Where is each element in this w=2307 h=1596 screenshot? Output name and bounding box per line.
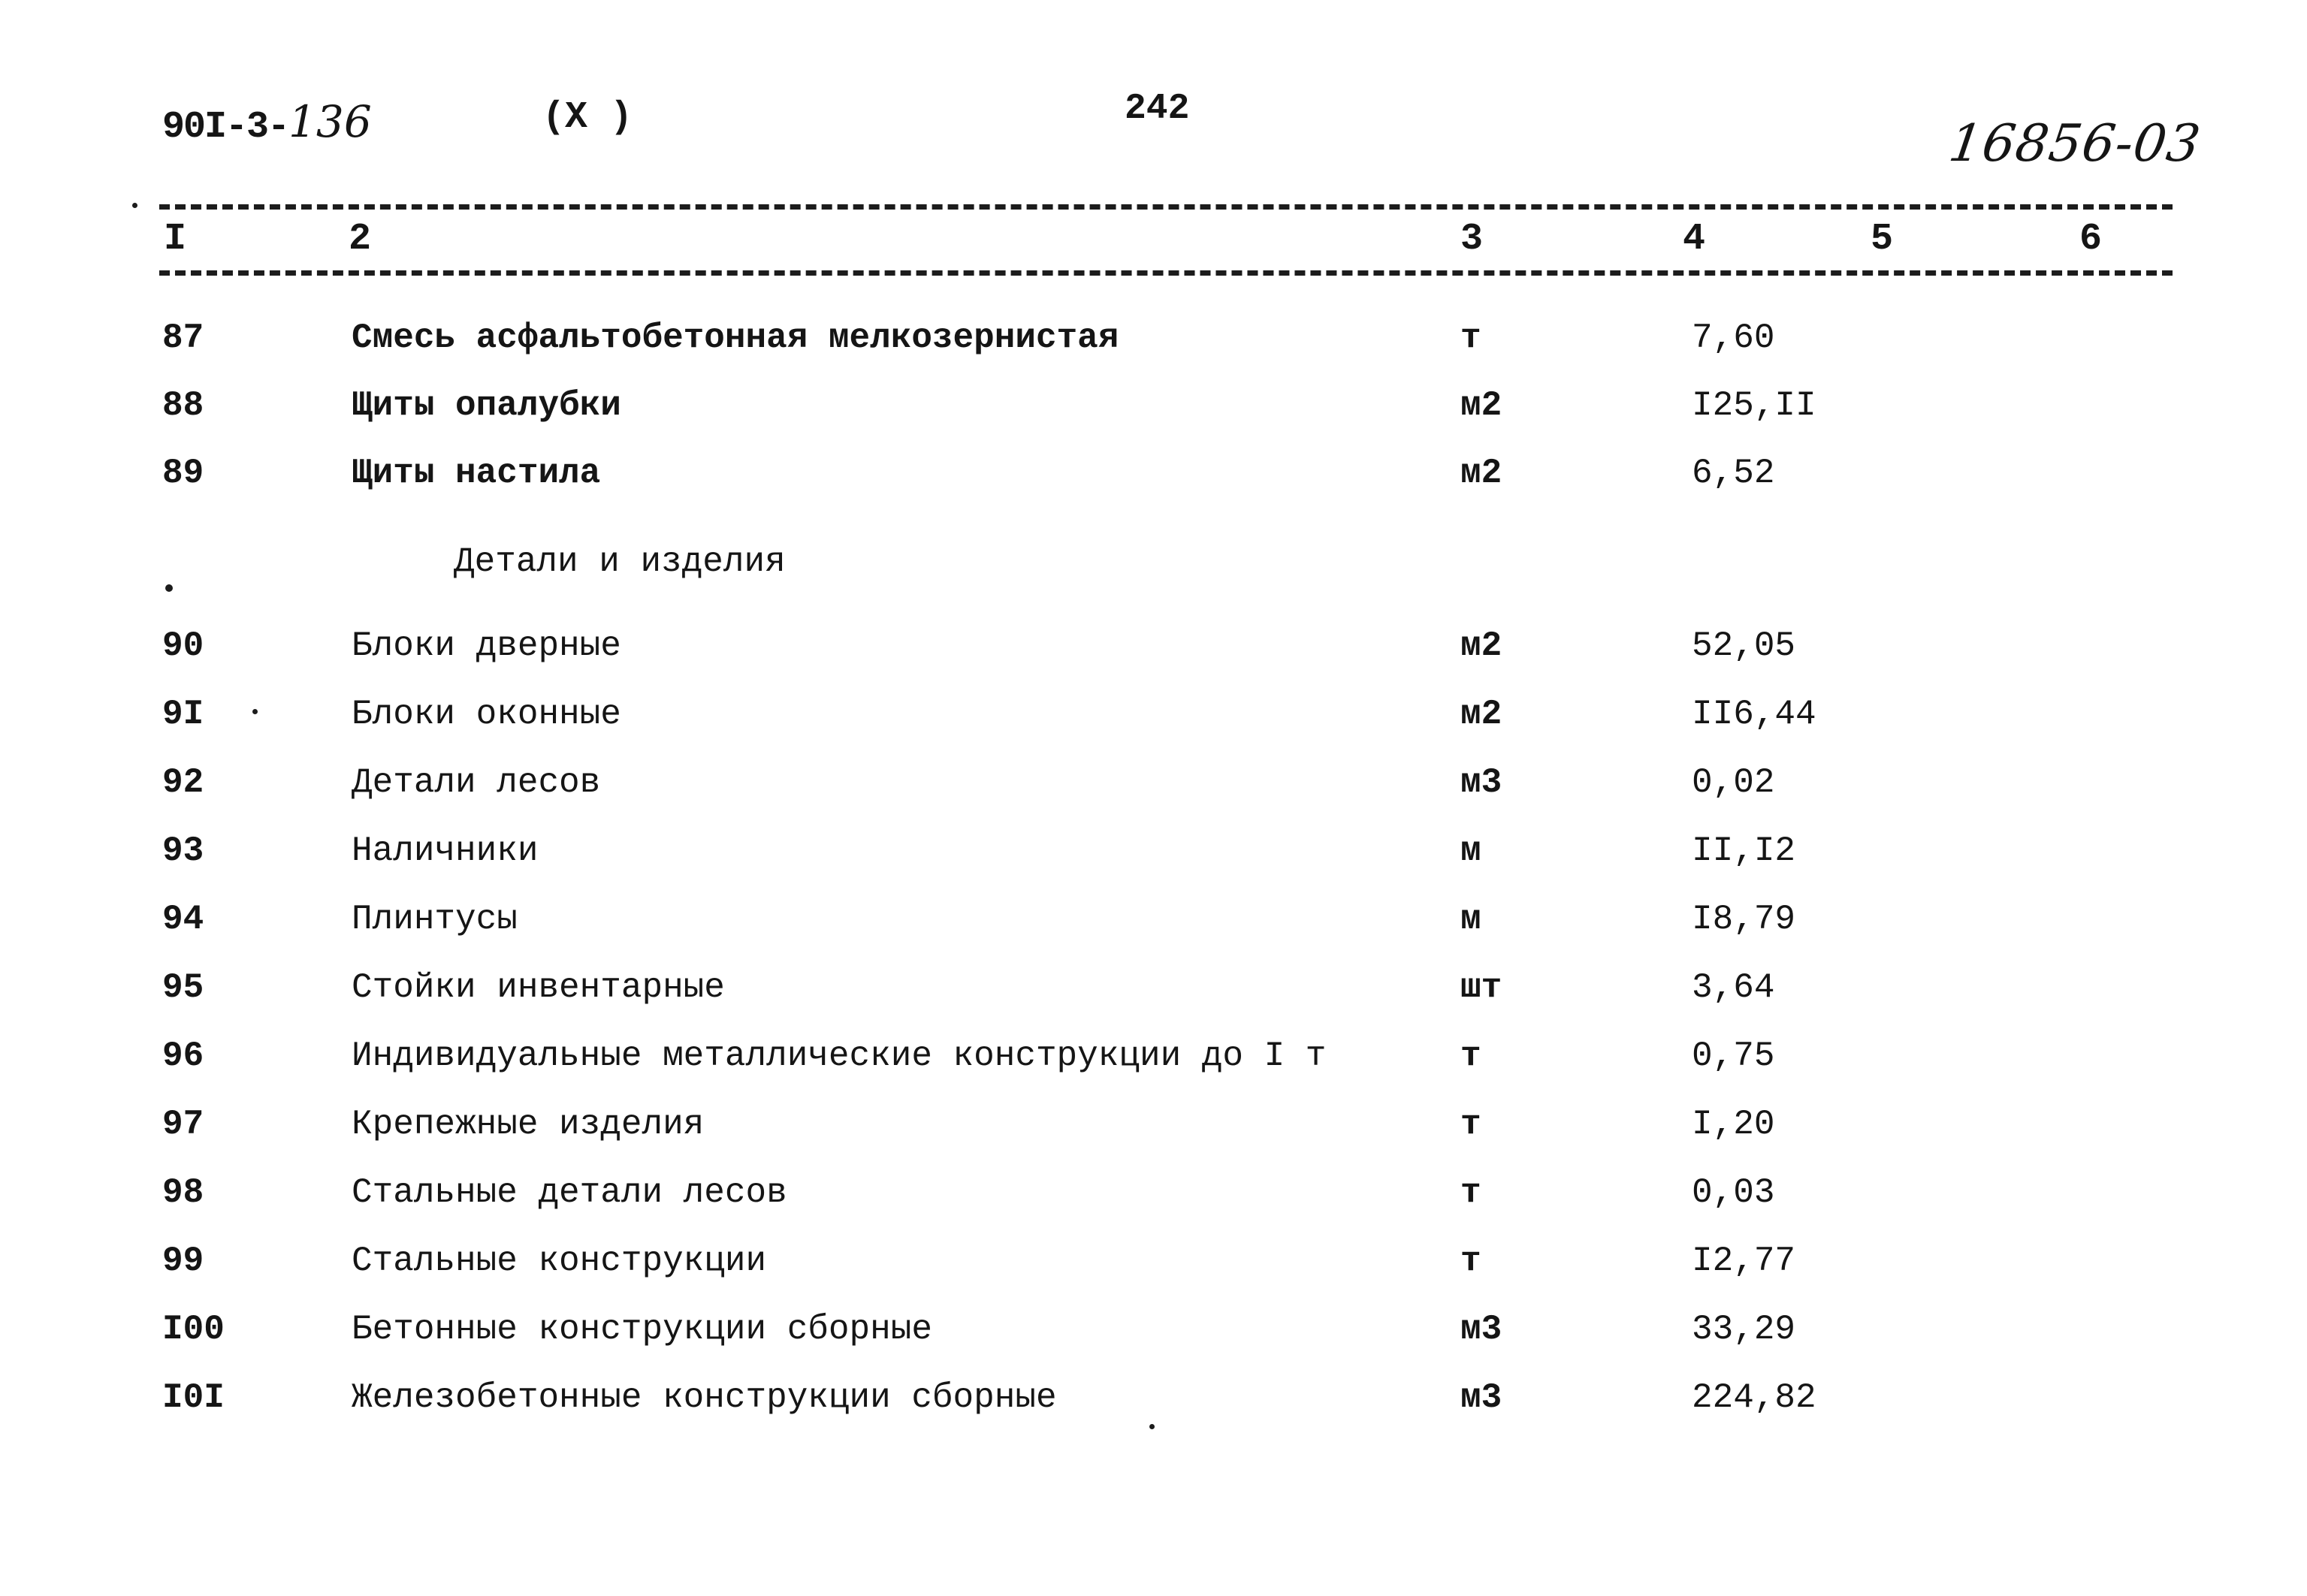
column-number-5: 5: [1871, 218, 1894, 261]
row-quantity: 6,52: [1692, 454, 1775, 493]
row-name: Смесь асфальтобетонная мелкозернистая: [352, 318, 1119, 358]
column-number-3: 3: [1460, 218, 1484, 261]
row-unit: т: [1460, 1036, 1481, 1076]
row-quantity: 0,02: [1692, 763, 1775, 802]
column-number-4: 4: [1683, 218, 1706, 261]
row-quantity: II6,44: [1692, 695, 1816, 734]
row-unit: т: [1460, 1173, 1481, 1212]
row-quantity: 0,75: [1692, 1036, 1775, 1076]
row-unit: м: [1460, 900, 1481, 939]
row-unit: м3: [1460, 763, 1502, 802]
row-name: Железобетонные конструкции сборные: [352, 1378, 1057, 1417]
row-quantity: I2,77: [1692, 1242, 1796, 1281]
row-quantity: 33,29: [1692, 1310, 1796, 1349]
row-number: 87: [162, 318, 204, 358]
column-number-2: 2: [349, 218, 372, 261]
row-name: Стойки инвентарные: [352, 968, 725, 1007]
row-quantity: 224,82: [1692, 1378, 1816, 1417]
table-row: [0, 626, 2307, 686]
document-code-handwritten: 16856-03: [1945, 114, 2205, 173]
row-number: 96: [162, 1036, 204, 1076]
row-name: Щиты опалубки: [352, 386, 621, 425]
document-series: [162, 96, 372, 149]
table-row: [0, 1105, 2307, 1165]
row-number: 98: [162, 1173, 204, 1212]
row-number: I00: [162, 1310, 225, 1349]
row-quantity: 7,60: [1692, 318, 1775, 358]
row-unit: м3: [1460, 1310, 1502, 1349]
row-quantity: II,I2: [1692, 831, 1796, 870]
row-unit: м2: [1460, 695, 1502, 734]
row-unit: т: [1460, 1105, 1481, 1144]
series-handwritten-number: 136: [288, 96, 372, 147]
table-row: [0, 900, 2307, 960]
scan-speck: [1149, 1424, 1155, 1429]
row-unit: м2: [1460, 626, 1502, 665]
row-name: Бетонные конструкции сборные: [352, 1310, 932, 1349]
row-quantity: 52,05: [1692, 626, 1796, 665]
row-unit: м3: [1460, 1378, 1502, 1417]
row-name: Детали лесов: [352, 763, 601, 802]
table-row: [0, 695, 2307, 755]
table-row: [0, 318, 2307, 379]
table-row: [0, 386, 2307, 446]
row-number: 95: [162, 968, 204, 1007]
margin-dot: [165, 584, 173, 592]
row-number: 9I: [162, 695, 204, 734]
row-unit: т: [1460, 318, 1481, 358]
row-unit: м: [1460, 831, 1481, 870]
table-row: [0, 1310, 2307, 1370]
row-number: 94: [162, 900, 204, 939]
row-number: 88: [162, 386, 204, 425]
row-name: Наличники: [352, 831, 539, 870]
row-quantity: 0,03: [1692, 1173, 1775, 1212]
row-name: Индивидуальные металлические конструкции до I т: [352, 1036, 1327, 1076]
table-row: [0, 1173, 2307, 1233]
row-unit: шт: [1460, 968, 1502, 1007]
document-part: (X ): [542, 96, 633, 139]
row-unit: т: [1460, 1242, 1481, 1281]
row-number: 93: [162, 831, 204, 870]
row-quantity: I,20: [1692, 1105, 1775, 1144]
page-number: 242: [1125, 89, 1190, 129]
row-name: Стальные конструкции: [352, 1242, 767, 1281]
row-number: 97: [162, 1105, 204, 1144]
table-row: [0, 968, 2307, 1028]
table-top-rule: [159, 204, 2173, 210]
row-quantity: I8,79: [1692, 900, 1796, 939]
scan-speck: [252, 709, 258, 714]
row-number: I0I: [162, 1378, 225, 1417]
table-header-rule: [159, 270, 2173, 276]
row-name: Блоки оконные: [352, 695, 621, 734]
column-number-1: I: [164, 218, 187, 261]
row-quantity: 3,64: [1692, 968, 1775, 1007]
column-number-6: 6: [2079, 218, 2103, 261]
row-number: 90: [162, 626, 204, 665]
row-name: Блоки дверные: [352, 626, 621, 665]
table-row: [0, 1036, 2307, 1097]
table-row: [0, 454, 2307, 514]
row-unit: м2: [1460, 386, 1502, 425]
series-prefix: 90I-3-: [162, 106, 289, 149]
section-title: Детали и изделия: [454, 542, 786, 581]
row-unit: м2: [1460, 454, 1502, 493]
row-name: Стальные детали лесов: [352, 1173, 787, 1212]
row-quantity: I25,II: [1692, 386, 1816, 425]
row-name: Крепежные изделия: [352, 1105, 705, 1144]
table-row: [0, 1378, 2307, 1438]
row-number: 89: [162, 454, 204, 493]
table-row: [0, 1242, 2307, 1302]
row-number: 92: [162, 763, 204, 802]
table-row: [0, 763, 2307, 823]
row-number: 99: [162, 1242, 204, 1281]
scan-speck: [132, 203, 137, 208]
row-name: Плинтусы: [352, 900, 518, 939]
table-row: [0, 831, 2307, 892]
row-name: Щиты настила: [352, 454, 601, 493]
